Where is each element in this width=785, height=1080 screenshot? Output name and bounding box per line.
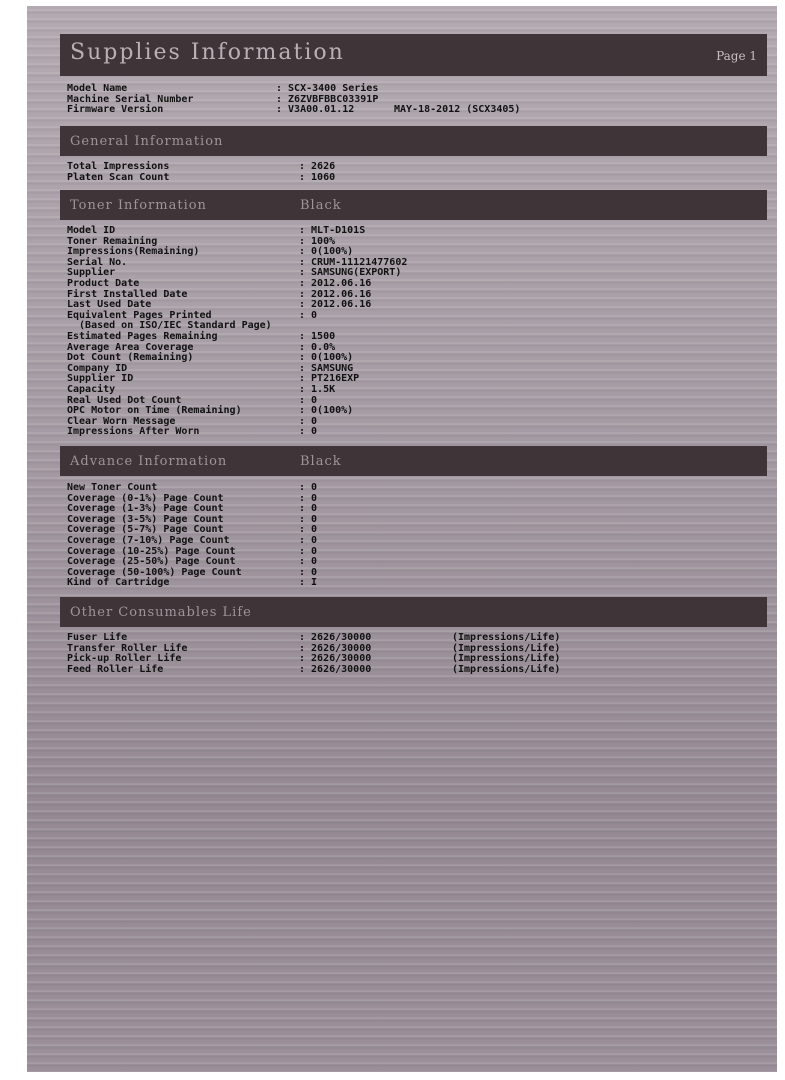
field-label: (Based on ISO/IEC Standard Page): [67, 320, 272, 332]
field-label: Toner Remaining: [67, 235, 158, 247]
field-value: : 0: [299, 503, 318, 515]
scanned-page: [27, 6, 777, 1072]
field-label: Product Date: [67, 277, 140, 289]
report-title: Supplies Information: [70, 40, 345, 65]
field-label: Feed Roller Life: [67, 663, 164, 675]
field-label: Supplier: [67, 267, 116, 279]
field-value: : 0: [299, 426, 318, 438]
field-value: : 0: [299, 394, 318, 406]
field-value: : I: [299, 577, 318, 589]
field-extra: MAY-18-2012 (SCX3405): [394, 104, 521, 116]
field-value: : CRUM-11121477602: [299, 256, 408, 268]
field-label: Real Used Dot Count: [67, 394, 182, 406]
field-label: Impressions After Worn: [67, 426, 200, 438]
report-title-bar: [60, 34, 767, 76]
field-label: Firmware Version: [67, 104, 164, 116]
field-value: : 0: [299, 556, 318, 568]
field-value: : 0(100%): [299, 246, 354, 258]
field-label: Coverage (50-100%) Page Count: [67, 566, 242, 578]
field-value: : 2626/30000: [299, 663, 372, 675]
section-advance-color: Black: [300, 454, 342, 469]
field-extra: (Impressions/Life): [452, 632, 561, 643]
field-label: Model ID: [67, 225, 116, 236]
field-value: : 2012.06.16: [299, 277, 372, 289]
field-extra: (Impressions/Life): [452, 642, 561, 654]
field-value: : SAMSUNG: [299, 362, 354, 374]
field-label: Coverage (5-7%) Page Count: [67, 524, 224, 536]
field-extra: (Impressions/Life): [452, 653, 561, 665]
field-value: : 0(100%): [299, 405, 354, 417]
field-value: : 0: [299, 482, 318, 493]
field-label: Model Name: [67, 83, 128, 94]
field-value: : 1.5K: [299, 383, 336, 395]
field-value: : 100%: [299, 235, 336, 247]
field-label: Estimated Pages Remaining: [67, 330, 218, 342]
field-value: : 2626/30000: [299, 642, 372, 654]
field-label: Capacity: [67, 383, 116, 395]
field-value: : 0: [299, 524, 318, 536]
field-value: : 0: [299, 534, 318, 546]
field-value: : 2012.06.16: [299, 288, 372, 300]
field-label: Average Area Coverage: [67, 341, 194, 353]
field-value: : Z6ZVBFBBC03391P: [276, 93, 379, 105]
field-label: Impressions(Remaining): [67, 246, 200, 258]
field-label: Transfer Roller Life: [67, 642, 188, 654]
field-value: : 2626: [299, 161, 336, 172]
field-value: : V3A00.01.12: [276, 104, 355, 116]
field-label: Supplier ID: [67, 373, 134, 385]
supplies-report: [27, 6, 777, 1072]
field-label: Coverage (1-3%) Page Count: [67, 503, 224, 515]
section-other-bar: [60, 597, 767, 627]
field-value: : 0: [299, 309, 318, 321]
field-value: : 2626/30000: [299, 632, 372, 643]
field-label: First Installed Date: [67, 288, 188, 300]
field-label: Machine Serial Number: [67, 93, 194, 105]
field-value: : PT216EXP: [299, 373, 360, 385]
field-label: Coverage (7-10%) Page Count: [67, 534, 230, 546]
field-label: Coverage (3-5%) Page Count: [67, 513, 224, 525]
section-advance-title: Advance Information: [70, 454, 228, 469]
field-value: : 0(100%): [299, 352, 354, 364]
section-general-title: General Information: [70, 134, 224, 149]
field-label: OPC Motor on Time (Remaining): [67, 405, 242, 417]
field-label: Fuser Life: [67, 632, 128, 643]
field-value: : SAMSUNG(EXPORT): [299, 267, 402, 279]
field-value: : 0: [299, 545, 318, 557]
field-label: Pick-up Roller Life: [67, 653, 182, 665]
field-label: New Toner Count: [67, 482, 158, 493]
field-value: : MLT-D101S: [299, 225, 366, 236]
section-toner-title: Toner Information: [70, 198, 207, 213]
section-toner-color: Black: [300, 198, 342, 213]
field-label: Serial No.: [67, 256, 128, 268]
field-label: Platen Scan Count: [67, 171, 170, 183]
field-label: Kind of Cartridge: [67, 577, 170, 589]
field-value: : 0: [299, 513, 318, 525]
field-label: Coverage (10-25%) Page Count: [67, 545, 236, 557]
field-value: : 2626/30000: [299, 653, 372, 665]
field-value: : 0: [299, 566, 318, 578]
page-number: Page 1: [716, 49, 757, 63]
section-other-title: Other Consumables Life: [70, 605, 252, 620]
field-label: Equivalent Pages Printed: [67, 309, 212, 321]
field-label: Coverage (25-50%) Page Count: [67, 556, 236, 568]
field-value: : 0: [299, 415, 318, 427]
field-value: : 1060: [299, 171, 336, 183]
section-toner-bar: [60, 190, 767, 220]
section-advance-bar: [60, 446, 767, 476]
field-label: Clear Worn Message: [67, 415, 176, 427]
field-value: : 0.0%: [299, 341, 336, 353]
field-extra: (Impressions/Life): [452, 663, 561, 675]
field-value: : 2012.06.16: [299, 299, 372, 311]
field-label: Total Impressions: [67, 161, 170, 172]
field-label: Dot Count (Remaining): [67, 352, 194, 364]
field-value: : 1500: [299, 330, 336, 342]
field-label: Coverage (0-1%) Page Count: [67, 492, 224, 504]
field-label: Company ID: [67, 362, 128, 374]
field-label: Last Used Date: [67, 299, 152, 311]
field-value: : 0: [299, 492, 318, 504]
section-general-bar: [60, 126, 767, 156]
field-value: : SCX-3400 Series: [276, 83, 379, 94]
